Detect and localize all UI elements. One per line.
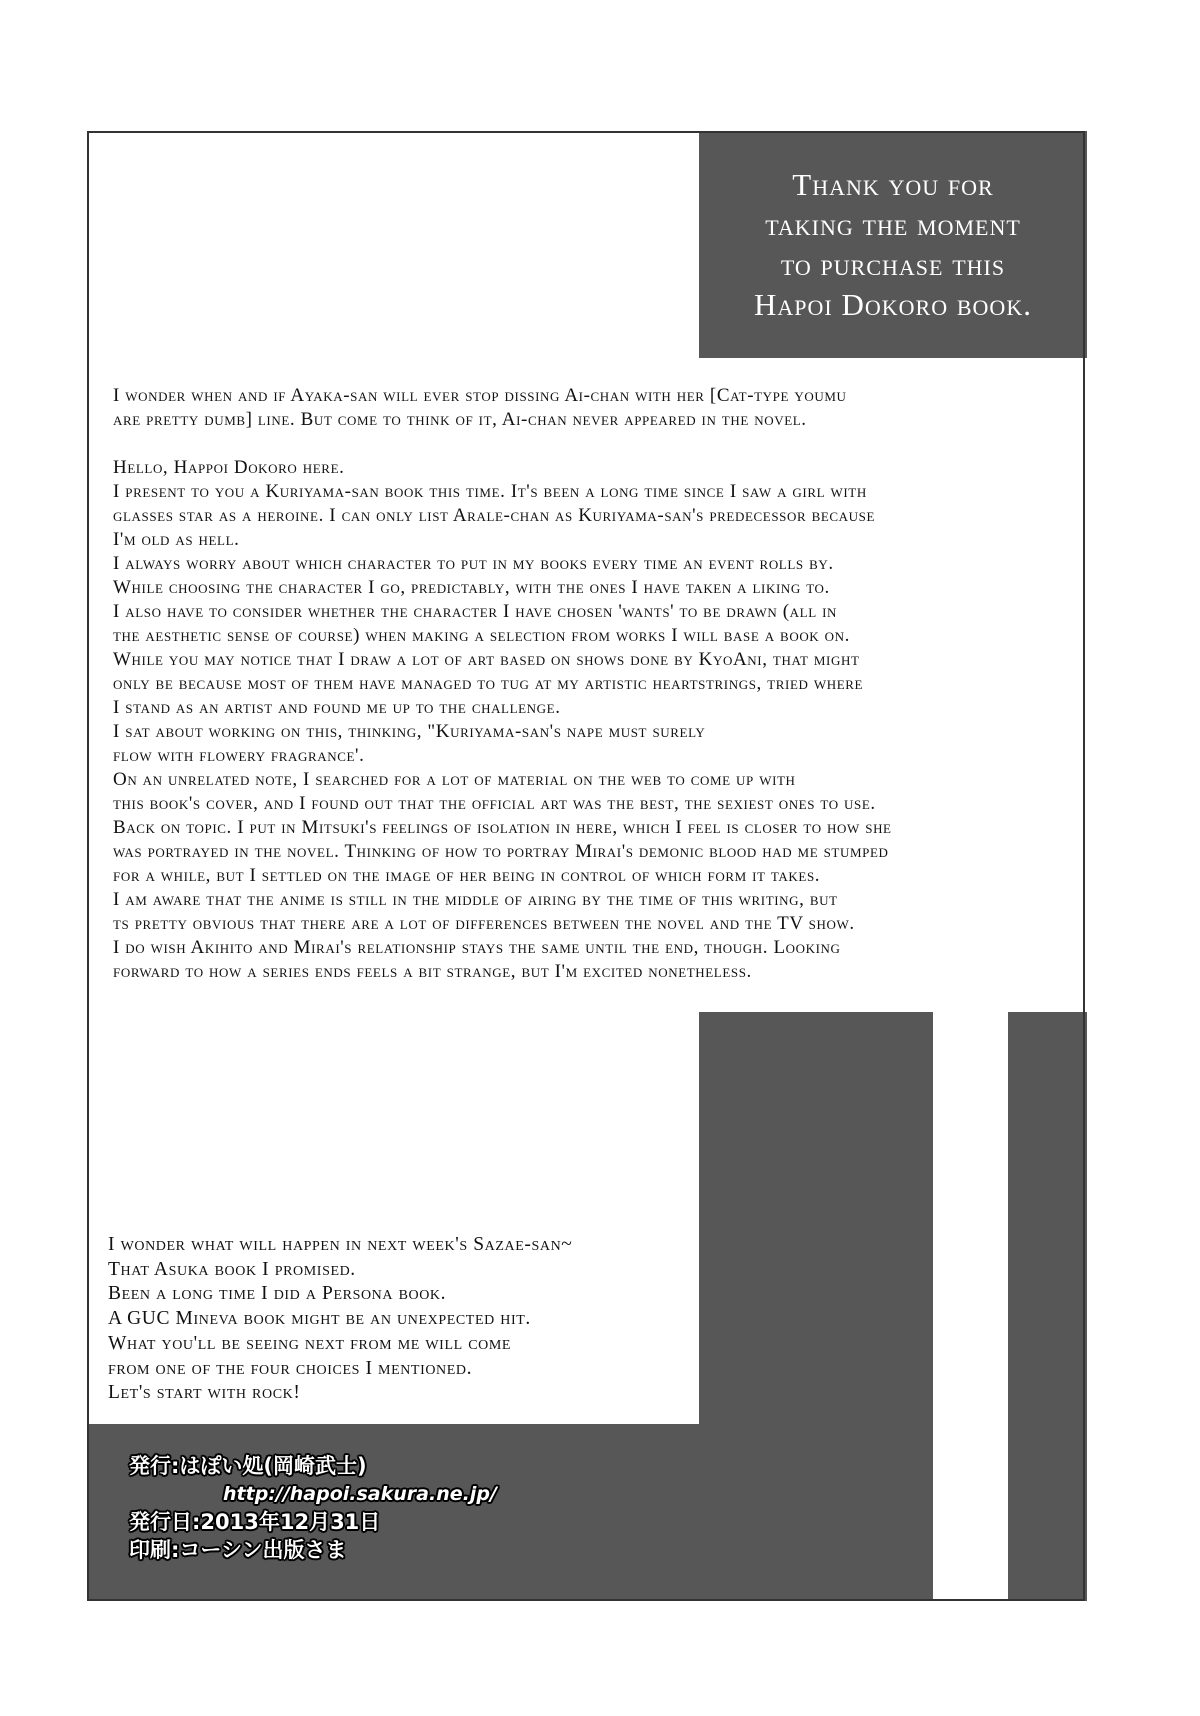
- text-line: ts pretty obvious that there are a lot of differences between the novel and the TV show.: [113, 913, 855, 934]
- colophon-printer: 印刷:コーシン出版さま: [129, 1538, 347, 1562]
- text-line: glasses star as a heroine. I can only list Arale-chan as Kuriyama-san's predecessor because: [113, 505, 876, 526]
- title-line: Hapoi Dokoro book.: [754, 286, 1032, 322]
- text-line: On an unrelated note, I searched for a lot of material on the web to come up with: [113, 769, 796, 790]
- text-line: from one of the four choices I mentioned.: [108, 1357, 473, 1379]
- text-line: I always worry about which character to put in my books every time an event rolls by.: [113, 553, 834, 574]
- colophon: [129, 1452, 497, 1564]
- text-line: I am aware that the anime is still in the middle of airing by the time of this writing, but: [113, 889, 838, 910]
- text-line: I stand as an artist and found me up to the challenge.: [113, 697, 561, 718]
- colophon-date: 発行日:2013年12月31日: [129, 1510, 381, 1534]
- text-line: I do wish Akihito and Mirai's relationship stays the same until the end, though. Looking: [113, 937, 841, 958]
- text-line: the aesthetic sense of course) when making a selection from works I will base a book on.: [113, 625, 850, 646]
- title-line: to purchase this: [780, 246, 1006, 282]
- text-line: Hello, Happoi Dokoro here.: [113, 457, 345, 478]
- closing-notes: [108, 1233, 572, 1406]
- text-line: That Asuka book I promised.: [108, 1258, 356, 1280]
- text-line: I wonder what will happen in next week's Sazae-san~: [108, 1234, 573, 1255]
- text-line: for a while, but I settled on the image of her being in control of which form it takes.: [113, 865, 821, 886]
- text-line: Been a long time I did a Persona book.: [108, 1283, 447, 1305]
- text-line: Back on topic. I put in Mitsuki's feelings of isolation in here, which I feel is closer to how she: [113, 817, 892, 838]
- text-line: flow with flowery fragrance'.: [113, 745, 365, 766]
- text-line: I wonder when and if Ayaka-san will ever stop dissing Ai-chan with her [Cat-type youmu: [113, 385, 847, 406]
- text-line: this book's cover, and I found out that the official art was the best, the sexiest ones to use.: [113, 793, 876, 814]
- title-line: taking the moment: [765, 206, 1021, 242]
- text-line: I sat about working on this, thinking, "Kuriyama-san's nape must surely: [113, 721, 706, 742]
- text-line: are pretty dumb] line. But come to think of it, Ai-chan never appeared in the novel.: [113, 409, 807, 430]
- title-line: Thank you for: [792, 166, 994, 202]
- text-line: What you'll be seeing next from me will come: [108, 1332, 512, 1354]
- text-line: I'm old as hell.: [113, 529, 240, 550]
- text-line: While choosing the character I go, predictably, with the ones I have taken a liking to.: [113, 577, 830, 598]
- text-line: While you may notice that I draw a lot of art based on shows done by KyoAni, that might: [113, 649, 860, 670]
- text-line: I present to you a Kuriyama-san book this time. It's been a long time since I saw a girl with: [113, 481, 867, 502]
- text-line: was portrayed in the novel. Thinking of how to portray Mirai's demonic blood had me stumped: [113, 841, 889, 862]
- text-line: I also have to consider whether the character I have chosen 'wants' to be drawn (all in: [113, 601, 838, 622]
- text-line: forward to how a series ends feels a bit strange, but I'm excited nonetheless.: [113, 961, 752, 982]
- text-line: Let's start with rock!: [108, 1382, 301, 1404]
- colophon-url: http://hapoi.sakura.ne.jp/: [223, 1483, 497, 1505]
- colophon-publisher: 発行:はぽい処(岡崎武士): [129, 1454, 367, 1478]
- text-line: only be because most of them have managed to tug at my artistic heartstrings, tried where: [113, 673, 864, 694]
- text-line: A GUC Mineva book might be an unexpected hit.: [108, 1308, 531, 1330]
